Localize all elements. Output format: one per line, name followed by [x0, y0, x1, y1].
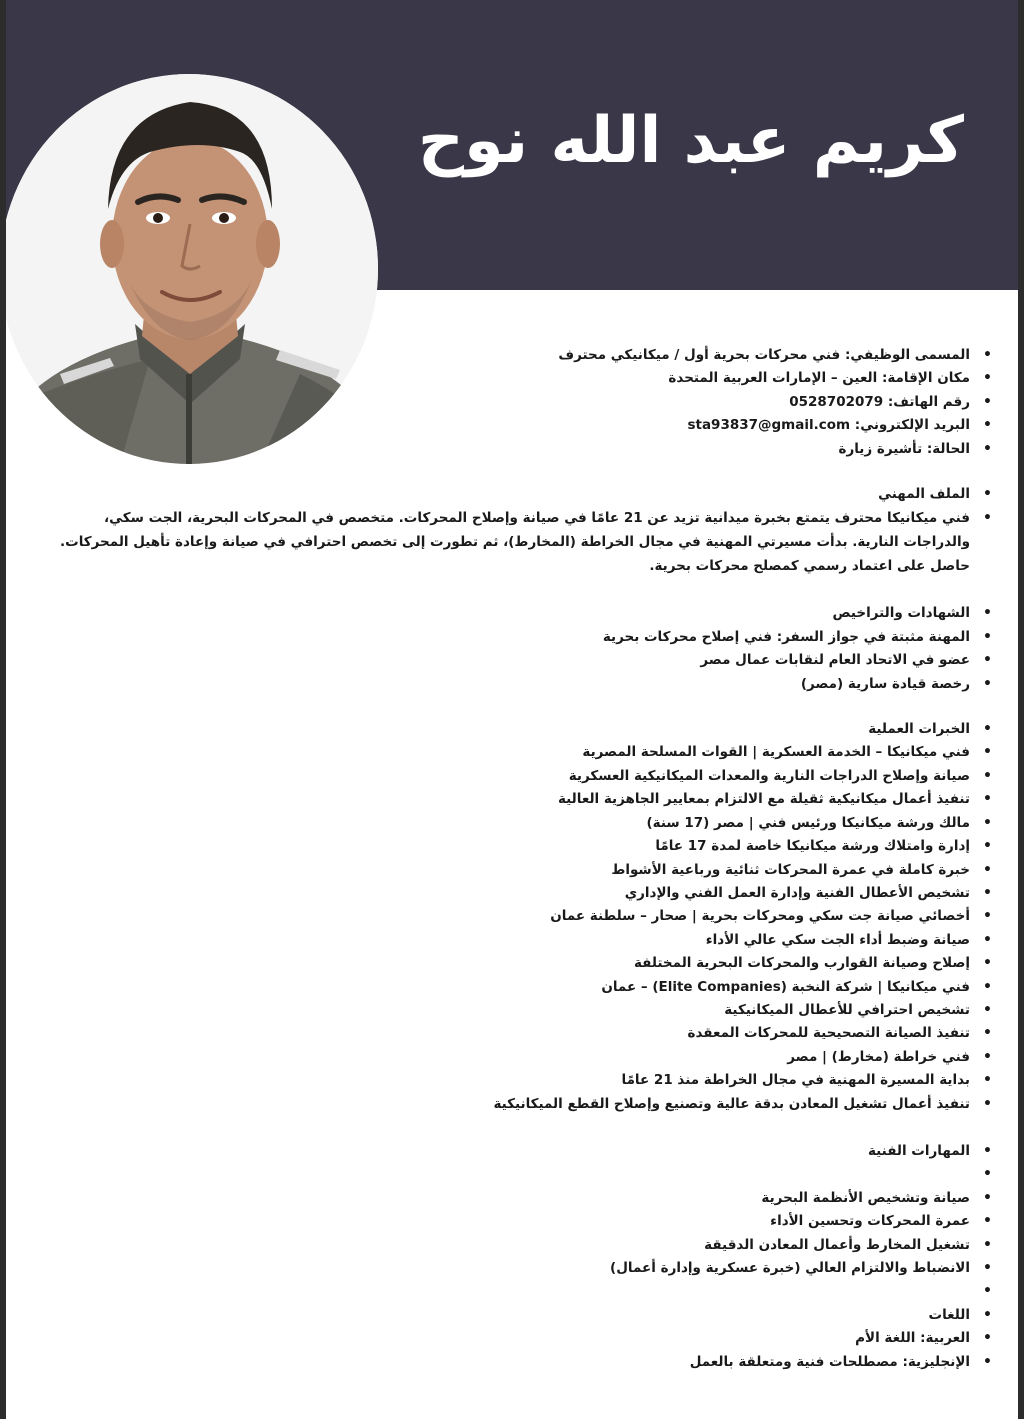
resume-content	[46, 344, 996, 1374]
skills-section	[46, 1140, 996, 1304]
resume-page	[6, 0, 1018, 1419]
certificate-item: • رخصة قيادة سارية (مصر)	[46, 673, 996, 696]
experience-item: • خبرة كاملة في عمرة المحركات ثنائية ورباعية الأشواط	[46, 859, 996, 882]
skill-item	[46, 1163, 996, 1186]
section-heading-certificates: • الشهادات والتراخيص	[46, 602, 996, 625]
skill-item: • عمرة المحركات وتحسين الأداء	[46, 1210, 996, 1233]
experience-item: • صيانة وإصلاح الدراجات النارية والمعدات الميكانيكية العسكرية	[46, 765, 996, 788]
skill-item: • الانضباط والالتزام العالي (خبرة عسكرية وإدارة أعمال)	[46, 1257, 996, 1280]
experience-item: • تشخيص الأعطال الفنية وإدارة العمل الفني والإداري	[46, 882, 996, 905]
experience-item: • فني ميكانيكا – الخدمة العسكرية | القوات المسلحة المصرية	[46, 741, 996, 764]
experience-item: • تنفيذ أعمال تشغيل المعادن بدقة عالية وتصنيع وإصلاح القطع الميكانيكية	[46, 1093, 996, 1116]
section-heading-languages: • اللغات	[46, 1304, 996, 1327]
section-heading-experience: • الخبرات العملية	[46, 718, 996, 741]
experience-item: • أخصائي صيانة جت سكي ومحركات بحرية | صحار – سلطنة عمان	[46, 905, 996, 928]
certificate-item: • المهنة مثبتة في جواز السفر: فني إصلاح محركات بحرية	[46, 626, 996, 649]
experience-item: • فني ميكانيكا | شركة النخبة (Elite Companies) – عمان	[46, 976, 996, 999]
profile-text: • فني ميكانيكا محترف يتمتع بخبرة ميدانية تزيد عن 21 عامًا في صيانة وإصلاح المحركات. متخصص في المحركات البحرية، الجت سكي، والدراجات النارية. بدأت مسيرتي المهنية في مجال الخراطة (المخارط)، ثم تطورت إلى تخصص احترافي في صيانة وإعادة تأهيل المحركات. حاصل على اعتماد رسمي كمصلح محركات بحرية.	[46, 506, 996, 578]
skill-item	[46, 1280, 996, 1303]
experience-item: • صيانة وضبط أداء الجت سكي عالي الأداء	[46, 929, 996, 952]
candidate-name: كريم عبد الله نوح	[417, 104, 964, 178]
experience-item: • مالك ورشة ميكانيكا ورئيس فني | مصر (17 سنة)	[46, 812, 996, 835]
section-heading-skills: • المهارات الفنية	[46, 1140, 996, 1163]
contact-email: • البريد الإلكتروني: sta93837@gmail.com	[46, 414, 996, 437]
skill-item: • تشغيل المخارط وأعمال المعادن الدقيقة	[46, 1234, 996, 1257]
experience-item: • إصلاح وصيانة القوارب والمحركات البحرية المختلفة	[46, 952, 996, 975]
experience-item: • بداية المسيرة المهنية في مجال الخراطة منذ 21 عامًا	[46, 1069, 996, 1092]
certificate-item: • عضو في الاتحاد العام لنقابات عمال مصر	[46, 649, 996, 672]
experience-item: • فني خراطة (مخارط) | مصر	[46, 1046, 996, 1069]
experience-item: • تشخيص احترافي للأعطال الميكانيكية	[46, 999, 996, 1022]
experience-item: • تنفيذ الصيانة التصحيحية للمحركات المعقدة	[46, 1022, 996, 1045]
languages-section	[46, 1304, 996, 1374]
section-heading-profile: • الملف المهني	[46, 483, 996, 506]
skill-item: • صيانة وتشخيص الأنظمة البحرية	[46, 1187, 996, 1210]
experience-item: • إدارة وامتلاك ورشة ميكانيكا خاصة لمدة 17 عامًا	[46, 835, 996, 858]
language-item: • الإنجليزية: مصطلحات فنية ومتعلقة بالعمل	[46, 1351, 996, 1374]
contact-status: • الحالة: تأشيرة زيارة	[46, 438, 996, 461]
contact-phone: • رقم الهاتف: 0528702079	[46, 391, 996, 414]
certificates-section	[46, 602, 996, 696]
experience-section	[46, 718, 996, 1116]
language-item: • العربية: اللغة الأم	[46, 1327, 996, 1350]
contact-job-title: • المسمى الوظيفي: فني محركات بحرية أول / ميكانيكي محترف	[46, 344, 996, 367]
profile-section	[46, 483, 996, 578]
contact-residence: • مكان الإقامة: العين – الإمارات العربية المتحدة	[46, 367, 996, 390]
experience-item: • تنفيذ أعمال ميكانيكية ثقيلة مع الالتزام بمعايير الجاهزية العالية	[46, 788, 996, 811]
contact-list	[46, 344, 996, 461]
